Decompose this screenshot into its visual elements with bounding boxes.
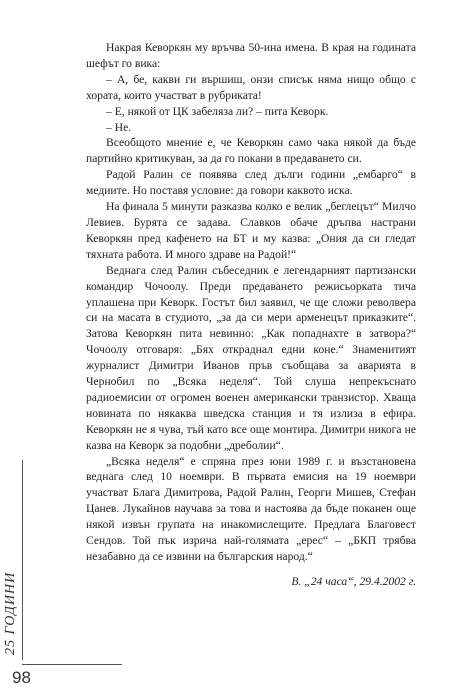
paragraph: Накрая Кеворкян му връчва 50-ина имена. В края на годината шефът го вика: xyxy=(86,41,416,70)
paragraph: – А, бе, какви ги вършиш, онзи списък няма нищо общо с хората, които участват в рубриката! xyxy=(86,72,416,102)
page-number: 98 xyxy=(12,668,31,687)
paragraph: Веднага след Ралин събеседник е легендарният партизански командир Чочоолу. Преди предаването режисьорката тича уплашена при Кеворк. Гостът бил заявил, че ще сложи револвера си на масата в студиото, „за да си мери арменецът приказките“. Затова Кеворкян пита невинно: „Как попаднахте в затвора?“ Чочоолу отговаря: „Бях откраднал едни коне.“ Знаменитият журналист Димитри Иванов пръв съобщава за аварията в Чернобил по „Всяка неделя“. Той слуша непрекъснато радиоемисии от огромен военен американски транзистор. Хваща новината по някаква шведска станция и тя излиза в ефира. Кеворкян не я чува, тъй като все още монтира. Димитри никога не казва на Кеворк за подобни „дреболии“. xyxy=(86,263,416,452)
paragraph: – Не. xyxy=(106,120,132,134)
paragraph: На финала 5 минути разказва колко е велик „беглецът“ Милчо Левиев. Бурята се задава. Славков обаче дръпва настрани Кеворкян пред кафенето на БТ и му казва: „Ония да си гледат тяхната работа. И много здраве на Радой!“ xyxy=(86,200,416,261)
footer-rule xyxy=(22,664,122,665)
paragraph: – Е, някой от ЦК забеляза ли? – пита Кеворк. xyxy=(106,104,329,118)
paragraph: Всеобщото мнение е, че Кеворкян само чака някой да бъде партийно критикуван, за да го покани в предаването си. xyxy=(86,136,416,166)
side-rule xyxy=(22,460,23,660)
side-title xyxy=(3,555,19,655)
side-title-text: 25 ГОДИНИ xyxy=(3,571,18,655)
paragraph: „Всяка неделя“ е спряна през юни 1989 г. и възстановена веднага след 10 ноември. В първата емисия на 19 ноември участват Блага Димитрова, Радой Ралин, Георги Мишев, Стефан Цанев. Лукайнов научава за това и настоява да бъде поканен още някой извън групата на инакомислещите. Предлага Благовест Сендов. Той пък изрича най-голямата „ерес“ – „БКП трябва незабавно да се извини на българския народ.“ xyxy=(86,454,416,563)
article-text xyxy=(86,40,416,565)
source-citation: В. „24 часа“, 29.4.2002 г. xyxy=(291,575,416,588)
paragraph: Радой Ралин се появява след дълги години „ембарго“ в медиите. Но поставя условие: да говори каквото иска. xyxy=(86,168,416,198)
